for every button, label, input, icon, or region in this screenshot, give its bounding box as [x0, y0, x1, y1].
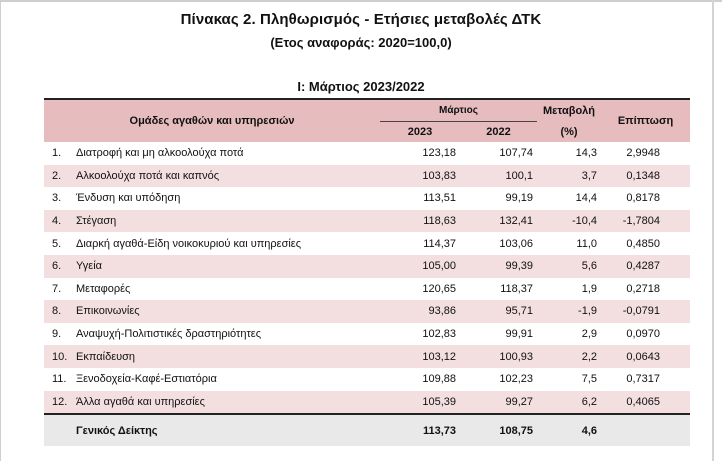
row-impact: 0,0970	[601, 323, 690, 346]
total-number-cell	[44, 414, 76, 446]
row-category: Αλκοολούχα ποτά και καπνός	[76, 165, 380, 188]
row-change: 14,3	[537, 142, 601, 165]
inflation-table	[44, 98, 690, 446]
row-category: Αναψυχή-Πολιτιστικές δραστηριότητες	[76, 323, 380, 346]
table-row	[44, 368, 690, 391]
row-category: Άλλα αγαθά και υπηρεσίες	[76, 391, 380, 415]
table-row	[44, 210, 690, 233]
row-change: 2,2	[537, 345, 601, 368]
table-row	[44, 187, 690, 210]
row-index-2022: 99,19	[460, 187, 537, 210]
table-row	[44, 345, 690, 368]
row-category: Υγεία	[76, 255, 380, 278]
total-index-2022: 108,75	[460, 414, 537, 446]
row-number: 10.	[44, 345, 76, 368]
change-header: Μεταβολή	[537, 99, 601, 122]
row-number: 3.	[44, 187, 76, 210]
march-header: Μάρτιος	[380, 99, 537, 122]
row-index-2022: 99,91	[460, 323, 537, 346]
row-impact: 0,7317	[601, 368, 690, 391]
row-index-2023: 105,39	[380, 391, 460, 415]
row-index-2022: 118,37	[460, 278, 537, 301]
row-index-2022: 132,41	[460, 210, 537, 233]
row-index-2023: 118,63	[380, 210, 460, 233]
row-index-2023: 102,83	[380, 323, 460, 346]
row-change: 2,9	[537, 323, 601, 346]
row-number: 9.	[44, 323, 76, 346]
row-change: 14,4	[537, 187, 601, 210]
row-index-2023: 113,51	[380, 187, 460, 210]
table-subtitle: (Ετος αναφοράς: 2020=100,0)	[270, 35, 452, 50]
row-index-2022: 99,39	[460, 255, 537, 278]
row-change: 1,9	[537, 278, 601, 301]
header-row-1	[44, 99, 690, 122]
row-change: -1,9	[537, 300, 601, 323]
row-category: Επικοινωνίες	[76, 300, 380, 323]
row-impact: 0,4065	[601, 391, 690, 415]
row-index-2023: 105,00	[380, 255, 460, 278]
row-index-2022: 103,06	[460, 232, 537, 255]
row-impact: -1,7804	[601, 210, 690, 233]
year-2022-header: 2022	[460, 122, 537, 143]
row-number: 7.	[44, 278, 76, 301]
frame-left-border	[0, 0, 1, 461]
row-impact: 2,9948	[601, 142, 690, 165]
row-category: Εκπαίδευση	[76, 345, 380, 368]
row-impact: 0,0643	[601, 345, 690, 368]
table-row	[44, 255, 690, 278]
row-change: 11,0	[537, 232, 601, 255]
change-unit-header: (%)	[537, 122, 601, 143]
row-index-2023: 103,12	[380, 345, 460, 368]
section-heading: I: Μάρτιος 2023/2022	[297, 79, 425, 94]
table-row	[44, 300, 690, 323]
row-index-2023: 114,37	[380, 232, 460, 255]
table-row	[44, 165, 690, 188]
table-row	[44, 278, 690, 301]
row-number: 5.	[44, 232, 76, 255]
row-number: 4.	[44, 210, 76, 233]
row-impact: 0,1348	[601, 165, 690, 188]
row-impact: 0,4287	[601, 255, 690, 278]
table-row	[44, 391, 690, 415]
row-index-2022: 100,1	[460, 165, 537, 188]
row-change: 5,6	[537, 255, 601, 278]
row-index-2023: 93,86	[380, 300, 460, 323]
groups-header: Ομάδες αγαθών και υπηρεσιών	[44, 99, 380, 142]
row-index-2023: 109,88	[380, 368, 460, 391]
row-index-2023: 120,65	[380, 278, 460, 301]
row-index-2023: 123,18	[380, 142, 460, 165]
row-number: 2.	[44, 165, 76, 188]
row-category: Ένδυση και υπόδηση	[76, 187, 380, 210]
row-index-2022: 99,27	[460, 391, 537, 415]
total-index-2023: 113,73	[380, 414, 460, 446]
row-index-2022: 100,93	[460, 345, 537, 368]
row-change: 7,5	[537, 368, 601, 391]
row-index-2023: 103,83	[380, 165, 460, 188]
year-2023-header: 2023	[380, 122, 460, 143]
row-number: 6.	[44, 255, 76, 278]
row-category: Στέγαση	[76, 210, 380, 233]
row-category: Ξενοδοχεία-Καφέ-Εστιατόρια	[76, 368, 380, 391]
row-category: Μεταφορές	[76, 278, 380, 301]
row-change: 3,7	[537, 165, 601, 188]
table-title: Πίνακας 2. Πληθωρισμός - Ετήσιες μεταβολές ΔΤΚ	[180, 11, 542, 28]
row-index-2022: 102,23	[460, 368, 537, 391]
row-change: 6,2	[537, 391, 601, 415]
total-change: 4,6	[537, 414, 601, 446]
row-number: 1.	[44, 142, 76, 165]
row-impact: -0,0791	[601, 300, 690, 323]
row-category: Διατροφή και μη αλκοολούχα ποτά	[76, 142, 380, 165]
row-index-2022: 107,74	[460, 142, 537, 165]
row-number: 8.	[44, 300, 76, 323]
row-number: 12.	[44, 391, 76, 415]
row-impact: 0,2718	[601, 278, 690, 301]
frame-right-border	[712, 0, 714, 461]
impact-header: Επίπτωση	[601, 99, 690, 142]
total-impact-cell	[601, 414, 690, 446]
table-row	[44, 323, 690, 346]
row-index-2022: 95,71	[460, 300, 537, 323]
row-category: Διαρκή αγαθά-Είδη νοικοκυριού και υπηρεσίες	[76, 232, 380, 255]
row-change: -10,4	[537, 210, 601, 233]
table-row	[44, 232, 690, 255]
row-number: 11.	[44, 368, 76, 391]
frame-top-border	[0, 0, 722, 2]
total-label: Γενικός Δείκτης	[76, 414, 380, 446]
row-impact: 0,4850	[601, 232, 690, 255]
total-row	[44, 414, 690, 446]
table-row	[44, 142, 690, 165]
row-impact: 0,8178	[601, 187, 690, 210]
